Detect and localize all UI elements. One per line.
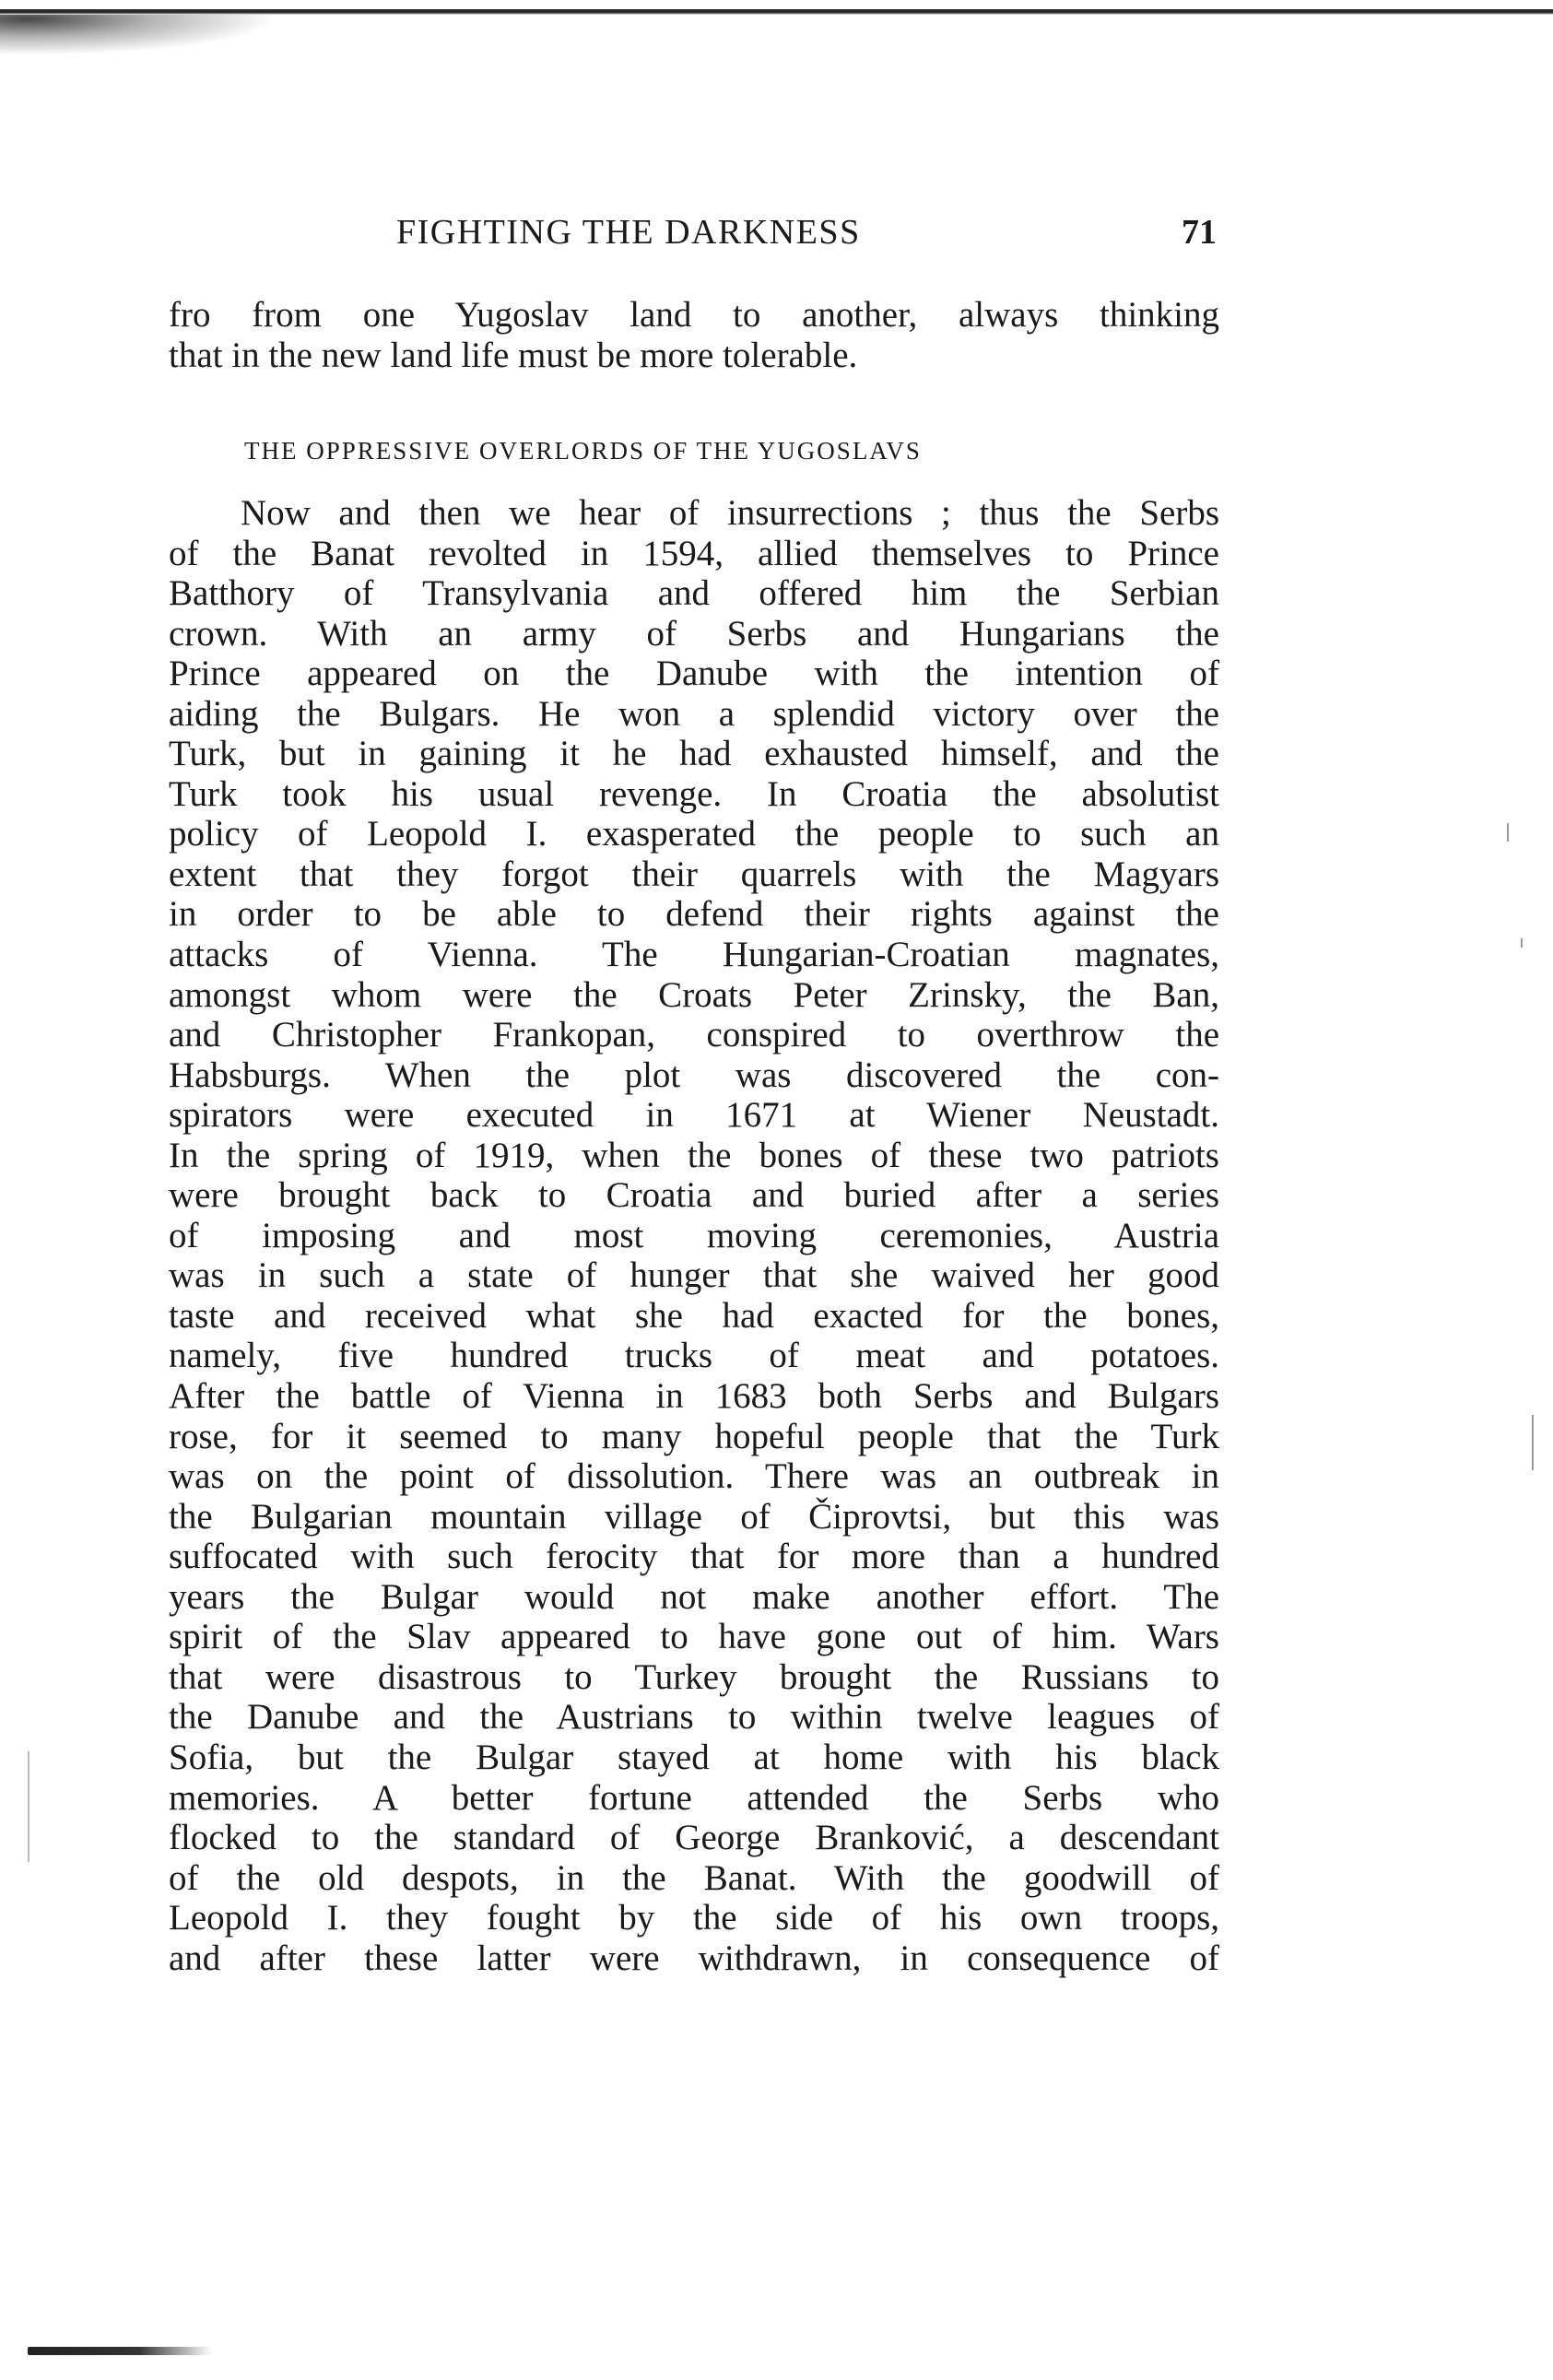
text-line: and Christopher Frankopan, conspired to overthrow the bbox=[169, 1015, 1219, 1055]
scan-speck bbox=[1521, 938, 1523, 948]
text-line: years the Bulgar would not make another effort. The bbox=[169, 1576, 1219, 1617]
section-heading: THE OPPRESSIVE OVERLORDS OF THE YUGOSLAVS bbox=[244, 437, 922, 465]
text-line: the Bulgarian mountain village of Čiprovtsi, but this was bbox=[169, 1496, 1219, 1537]
text-line: were brought back to Croatia and buried after a series bbox=[169, 1175, 1219, 1216]
text-line: spirit of the Slav appeared to have gone out of him. Wars bbox=[169, 1617, 1219, 1657]
text-line: flocked to the standard of George Branković, a descendant bbox=[169, 1818, 1219, 1858]
text-line: extent that they forgot their quarrels with the Magyars bbox=[169, 854, 1219, 894]
text-line: in order to be able to defend their rights against the bbox=[169, 894, 1219, 935]
scan-ink-bleed bbox=[0, 15, 276, 55]
text-line: and after these latter were withdrawn, in consequence of bbox=[169, 1938, 1219, 1978]
body-paragraph bbox=[169, 493, 1219, 1978]
text-line: Turk took his usual revenge. In Croatia the absolutist bbox=[169, 773, 1219, 814]
text-line: suffocated with such ferocity that for more than a hundred bbox=[169, 1537, 1219, 1577]
text-line: of the Banat revolted in 1594, allied themselves to Prince bbox=[169, 533, 1219, 573]
text-line: of the old despots, in the Banat. With the goodwill of bbox=[169, 1857, 1219, 1898]
text-line: After the battle of Vienna in 1683 both Serbs and Bulgars bbox=[169, 1376, 1219, 1417]
text-line: crown. With an army of Serbs and Hungarians the bbox=[169, 613, 1219, 654]
text-line: the Danube and the Austrians to within twelve leagues of bbox=[169, 1697, 1219, 1738]
text-line: Sofia, but the Bulgar stayed at home with his black bbox=[169, 1737, 1219, 1777]
scan-bottom-mark bbox=[28, 2347, 212, 2355]
text-line: that were disastrous to Turkey brought the Russians to bbox=[169, 1656, 1219, 1697]
text-line: aiding the Bulgars. He won a splendid victory over the bbox=[169, 693, 1219, 734]
text-line: Turk, but in gaining it he had exhausted himself, and the bbox=[169, 734, 1219, 774]
page-number: 71 bbox=[1182, 213, 1217, 252]
text-line: that in the new land life must be more tolerable. bbox=[169, 335, 858, 375]
text-line: of imposing and most moving ceremonies, Austria bbox=[169, 1215, 1219, 1255]
text-line: In the spring of 1919, when the bones of these two patriots bbox=[169, 1135, 1219, 1175]
text-line: was on the point of dissolution. There was an outbreak in bbox=[169, 1456, 1219, 1497]
text-line: Batthory of Transylvania and offered him the Serbian bbox=[169, 573, 1219, 614]
intro-text bbox=[169, 295, 1219, 375]
text-line: amongst whom were the Croats Peter Zrinsky, the Ban, bbox=[169, 974, 1219, 1015]
text-line: attacks of Vienna. The Hungarian-Croatian magnates, bbox=[169, 935, 1219, 975]
running-head bbox=[175, 212, 1217, 258]
text-line: spirators were executed in 1671 at Wiener Neustadt. bbox=[169, 1095, 1219, 1136]
running-title: FIGHTING THE DARKNESS bbox=[396, 213, 861, 252]
text-line: Prince appeared on the Danube with the intention of bbox=[169, 654, 1219, 694]
scan-speck bbox=[1532, 1415, 1534, 1470]
text-line: Now and then we hear of insurrections ; thus the Serbs bbox=[241, 493, 1219, 533]
text-line: policy of Leopold I. exasperated the people to such an bbox=[169, 814, 1219, 854]
text-line: Habsburgs. When the plot was discovered the con- bbox=[169, 1055, 1219, 1095]
text-line: namely, five hundred trucks of meat and potatoes. bbox=[169, 1336, 1219, 1376]
scan-speck bbox=[1507, 823, 1509, 842]
scan-speck bbox=[28, 1751, 29, 1862]
text-line: fro from one Yugoslav land to another, always thinking bbox=[169, 295, 1219, 335]
text-line: Leopold I. they fought by the side of his own troops, bbox=[169, 1898, 1219, 1938]
text-line: rose, for it seemed to many hopeful people that the Turk bbox=[169, 1416, 1219, 1456]
text-line: memories. A better fortune attended the Serbs who bbox=[169, 1777, 1219, 1818]
text-line: taste and received what she had exacted for the bones, bbox=[169, 1295, 1219, 1336]
text-line: was in such a state of hunger that she waived her good bbox=[169, 1255, 1219, 1296]
